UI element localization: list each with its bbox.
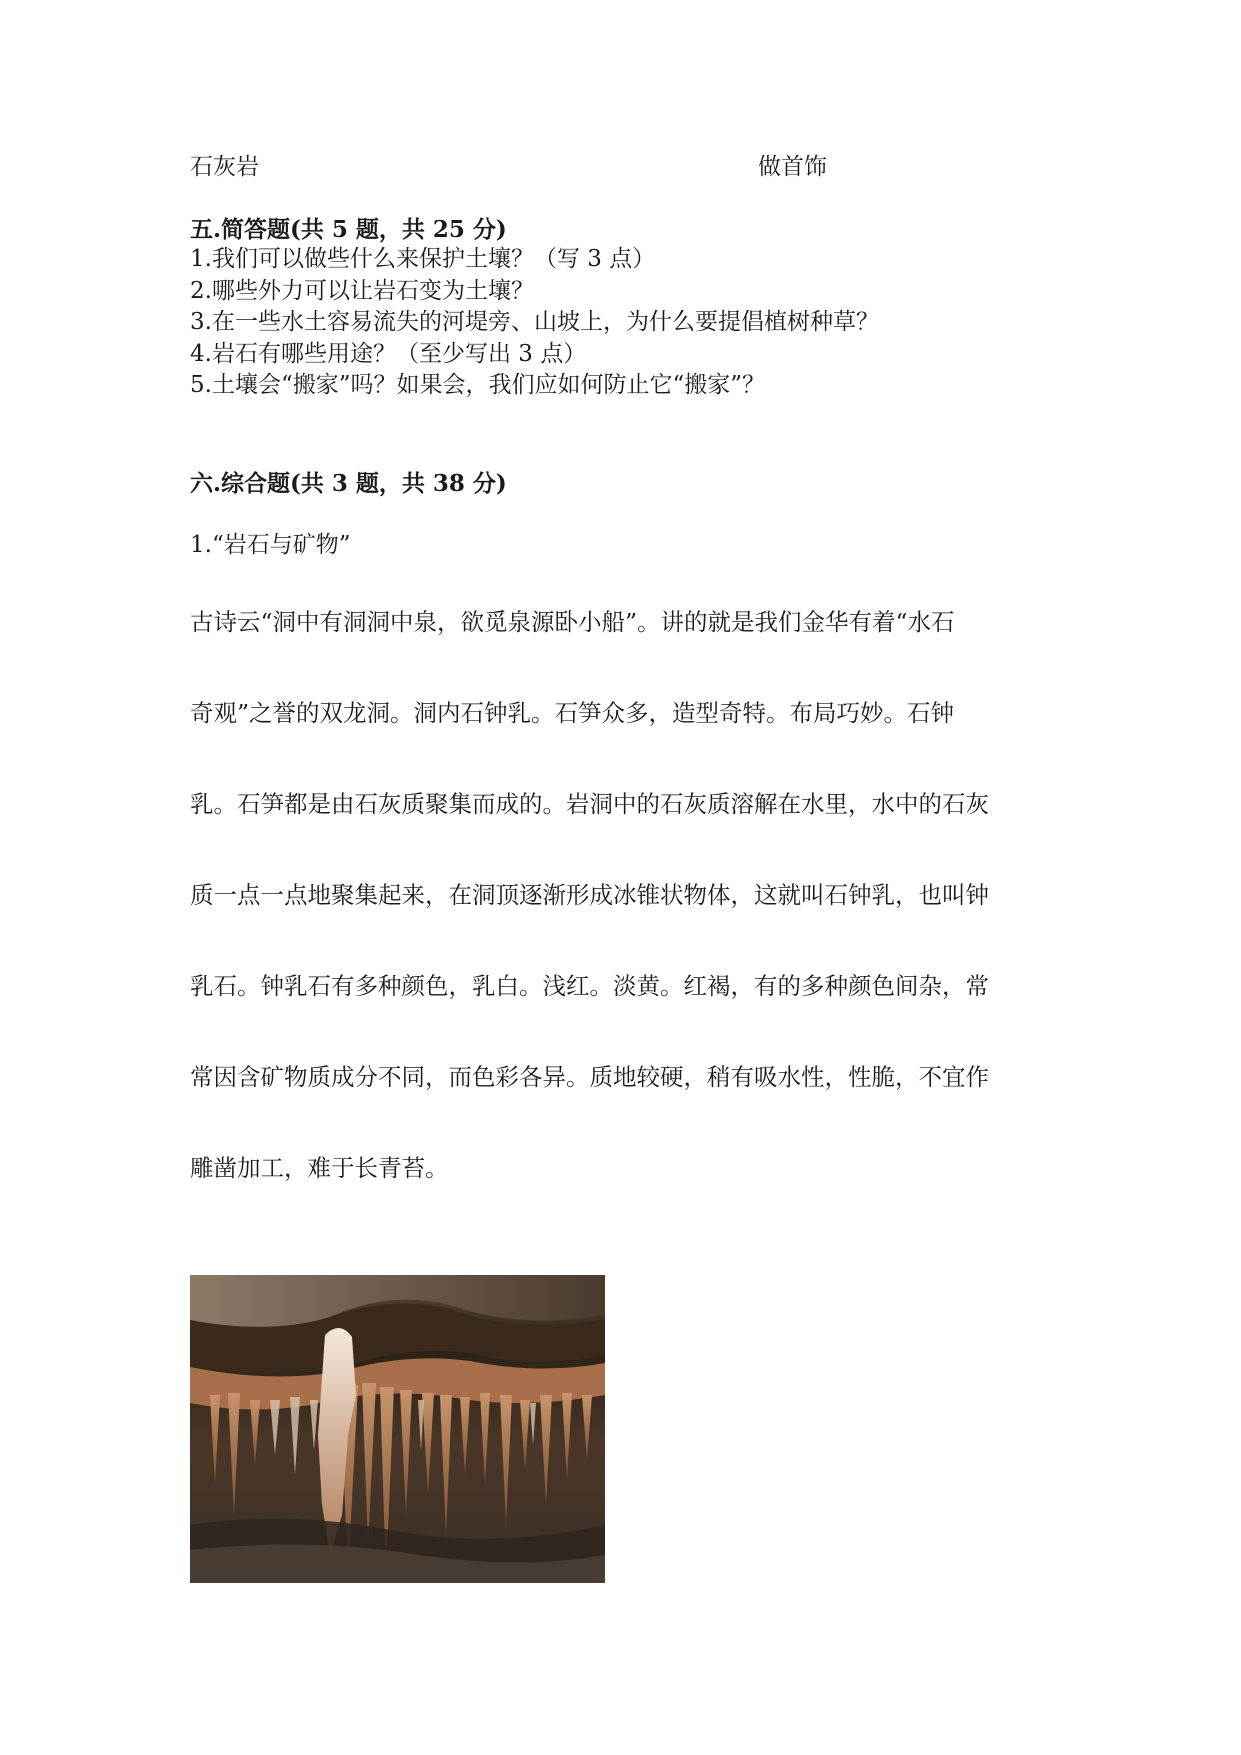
passage-line: 雕凿加工，难于长青苔。 — [190, 1154, 449, 1182]
short-answer-question-list — [190, 244, 879, 402]
section-5-title: 五.简答题(共 5 题，共 25 分) — [190, 216, 507, 243]
matching-left-item: 石灰岩 — [190, 154, 259, 180]
passage-line: 常因含矿物质成分不同，而色彩各异。质地较硬，稍有吸水性，性脆，不宜作 — [190, 1063, 989, 1091]
reading-passage — [190, 607, 1050, 1244]
passage-line: 质一点一点地聚集起来，在洞顶逐渐形成冰锥状物体，这就叫石钟乳，也叫钟 — [190, 881, 989, 909]
passage-line: 古诗云“洞中有洞洞中泉，欲觅泉源卧小船”。讲的就是我们金华有着“水石 — [190, 608, 955, 636]
section-6-title: 六.综合题(共 3 题，共 38 分) — [190, 470, 507, 497]
question-item: 3.在一些水土容易流失的河堤旁、山坡上，为什么要提倡植树种草？ — [190, 309, 879, 335]
passage-line: 奇观”之誉的双龙洞。洞内石钟乳。石笋众多，造型奇特。布局巧妙。石钟 — [190, 699, 955, 727]
passage-line: 乳。石笋都是由石灰质聚集而成的。岩洞中的石灰质溶解在水里，水中的石灰 — [190, 790, 989, 818]
matching-right-item: 做首饰 — [758, 154, 827, 180]
question-item: 5.土壤会“搬家”吗？如果会，我们应如何防止它“搬家”？ — [190, 372, 765, 398]
question-item: 4.岩石有哪些用途？（至少写出 3 点） — [190, 340, 587, 367]
item-title: 1.“岩石与矿物” — [190, 532, 351, 558]
stalactite-cave-photo — [190, 1275, 605, 1583]
question-item: 1.我们可以做些什么来保护土壤？（写 3 点） — [190, 246, 656, 272]
passage-line: 乳石。钟乳石有多种颜色，乳白。浅红。淡黄。红褐，有的多种颜色间杂，常 — [190, 972, 989, 1000]
question-item: 2.哪些外力可以让岩石变为土壤？ — [190, 277, 534, 304]
